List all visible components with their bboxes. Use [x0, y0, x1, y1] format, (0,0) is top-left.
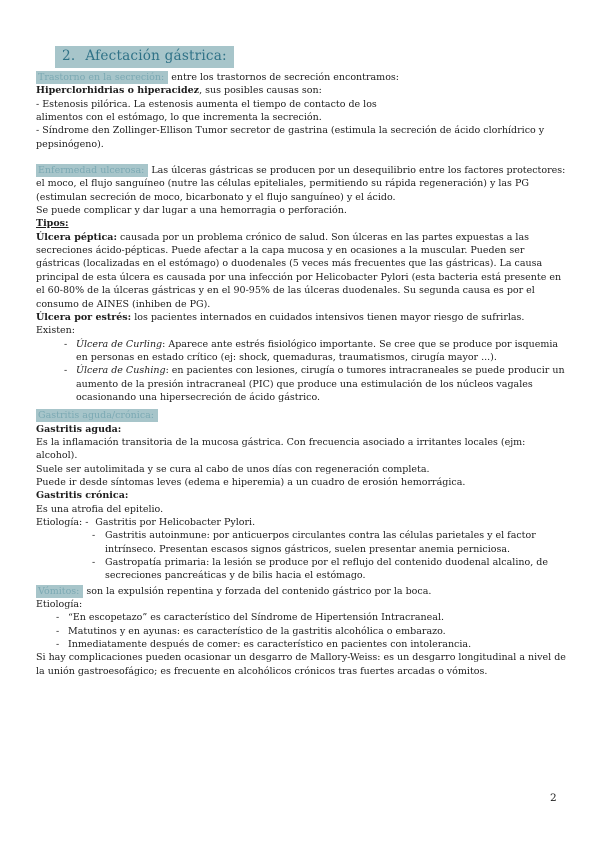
list-item-autoinmune — [36, 529, 568, 556]
paragraph-zollinger: - Síndrome den Zollinger-Ellison Tumor secretor de gastrina (estimula la secreción de ácido clorhídrico y pepsinógeno). — [36, 125, 545, 150]
subheading-gastritis: Gastritis aguda/crónica: — [36, 409, 158, 422]
matutinos-text: Matutinos y en ayunas: es característico de la gastritis alcohólica o embarazo. — [68, 625, 446, 637]
section-title — [55, 46, 568, 68]
bullet-dash: - — [64, 365, 68, 377]
subheading-vomitos: Vómitos: — [36, 585, 83, 598]
bullet-dash: - — [92, 557, 96, 569]
title-gastritis-aguda: Gastritis aguda: — [36, 423, 122, 435]
tipos-underlined: Tipos: — [36, 218, 69, 230]
postcomida-text: Inmediatamente después de comer: es característico en pacientes con intolerancia. — [68, 639, 472, 651]
escopetazo-text: “En escopetazo” es característico del Síndrome de Hipertensión Intracraneal. — [68, 612, 445, 624]
list-item-escopetazo — [36, 611, 568, 624]
paragraph-aguda-3: Puede ir desde síntomas leves (edema e hiperemia) a un cuadro de erosión hemorrágica. — [36, 476, 466, 488]
curling-text — [76, 338, 568, 365]
bullet-dash: - — [92, 530, 96, 542]
hiperclorhidrias-rest: , sus posibles causas son: — [199, 85, 322, 97]
cushing-body: : en pacientes con lesiones, cirugía o tumores intracraneales se puede producir un aumento de la presión intracraneal (PIC) que produce una estimulación de los núcleos vagales ocasionando una hipersecreción de ácido gástrico. — [76, 365, 565, 403]
hiperclorhidrias-lead: Hiperclorhidrias o hiperacidez — [36, 85, 200, 97]
ulcera-peptica-text: causada por un problema crónico de salud. Son úlceras en las partes expuestas a las secreciones ácido-pépticas. Puede afectar a la capa mucosa y en ocasiones a la muscular. Pueden ser gástricas (localizadas en el estómago) o duodenales (5 veces más frecuentes que las gástricas). La causa principal de esta úlcera es causada por una infección por Helicobacter Pylori (esta bacteria está presente en el 60-80% de la úlceras gástricas y en el 90-95% de las úlceras duodenales. Su segunda causa es por el consumo de AINES (inhiben de PG). — [36, 231, 562, 310]
list-item-cushing — [36, 364, 568, 404]
etiologia-label: Etiología: — [36, 517, 83, 528]
curling-name: Úlcera de Curling — [76, 338, 163, 350]
line-estenosis-2: alimentos con el estómago, lo que incrementa la secreción. — [36, 112, 322, 124]
list-item-matutinos — [36, 625, 568, 638]
bullet-dash: - — [85, 517, 89, 528]
trastorno-intro-text: entre los trastornos de secreción encontramos: — [168, 72, 399, 83]
etiologia-cronica-row — [36, 516, 568, 529]
paragraph-complicacion: Se puede complicar y dar lugar a una hemorragia o perforación. — [36, 205, 347, 217]
cushing-text — [76, 364, 568, 404]
paragraph-ulcera-peptica — [36, 231, 568, 311]
heading-gastritis-row — [36, 409, 568, 422]
page-number: 2 — [550, 792, 557, 804]
list-item-gastropatia — [36, 556, 568, 583]
ulcerosa-intro-text: Las úlceras gástricas se producen por un desequilibrio entre los factores protectores: el moco, el flujo sanguíneo (nutre las células epiteliales, permitiendo su rápida regeneración) y las PG (estimulan secreción de moco, bicarbonato y el flujo sanguíneo) y el ácido. — [36, 165, 566, 203]
paragraph-trastorno-intro — [36, 71, 568, 84]
label-tipos — [36, 217, 568, 230]
title-highlight — [55, 46, 234, 68]
bullet-dash: - — [56, 639, 60, 651]
ulcera-estres-lead: Úlcera por estrés: — [36, 311, 132, 323]
curling-body: : Aparece ante estrés fisiológico importante. Se cree que se produce por isquemia en personas en estado crítico (ej: shock, quemaduras, traumatismos, cirugía mayor ...). — [76, 338, 559, 363]
title-text: Afectación gástrica: — [85, 48, 227, 64]
blank-line — [36, 151, 568, 164]
ulcera-peptica-lead: Úlcera péptica: — [36, 231, 117, 243]
list-item-postcomida — [36, 638, 568, 651]
line-existen: Existen: — [36, 325, 75, 337]
page-content — [36, 46, 568, 678]
title-gastritis-cronica: Gastritis crónica: — [36, 490, 129, 502]
paragraph-hiperclorhidrias — [36, 84, 568, 97]
vomitos-intro-text: son la expulsión repentina y forzada del contenido gástrico por la boca. — [83, 585, 432, 597]
bullet-dash: - — [56, 625, 60, 637]
subheading-ulcerosa: Enfermedad ulcerosa: — [36, 164, 148, 177]
paragraph-cronica-1: Es una atrofia del epitelio. — [36, 503, 164, 515]
cushing-name: Úlcera de Cushing — [76, 365, 166, 377]
etiologia-first-item: Gastritis por Helicobacter Pylori. — [95, 517, 256, 528]
bullet-dash: - — [64, 338, 68, 350]
list-item-curling — [36, 338, 568, 365]
autoinmune-text: Gastritis autoinmune: por anticuerpos circulantes contra las células parietales y el factor intrínseco. Presentan escasos signos gástricos, suelen presentar anemia perniciosa. — [105, 530, 536, 555]
ulcera-estres-text: los pacientes internados en cuidados intensivos tienen mayor riesgo de sufrirlas. — [131, 311, 525, 323]
bullet-dash: - — [56, 612, 60, 624]
paragraph-ulcerosa-intro — [36, 164, 568, 204]
paragraph-ulcera-estres — [36, 311, 568, 324]
paragraph-aguda-2: Suele ser autolimitada y se cura al cabo de unos días con regeneración completa. — [36, 463, 430, 475]
paragraph-aguda-1: Es la inflamación transitoria de la mucosa gástrica. Con frecuencia asociado a irritantes locales (ejm: alcohol). — [36, 436, 526, 462]
gastropatia-text: Gastropatía primaria: la lesión se produce por el reflujo del contenido duodenal alcalino, de secreciones pancreáticas y de bilis hacia el estómago. — [105, 557, 548, 582]
paragraph-mallory-weiss: Si hay complicaciones pueden ocasionar un desgarro de Mallory-Weiss: es un desgarro longitudinal a nivel de la unión gastroesofágico; es frecuente en alcohólicos crónicos tras fuertes arcadas o vómitos. — [36, 652, 566, 677]
line-estenosis-1: - Estenosis pilórica. La estenosis aumenta el tiempo de contacto de los — [36, 98, 377, 110]
subheading-trastorno: Trastorno en la secreción: — [36, 71, 168, 84]
label-etiologia-vomitos: Etiología: — [36, 599, 83, 611]
title-number: 2. — [62, 48, 76, 64]
paragraph-vomitos-intro — [36, 585, 568, 598]
